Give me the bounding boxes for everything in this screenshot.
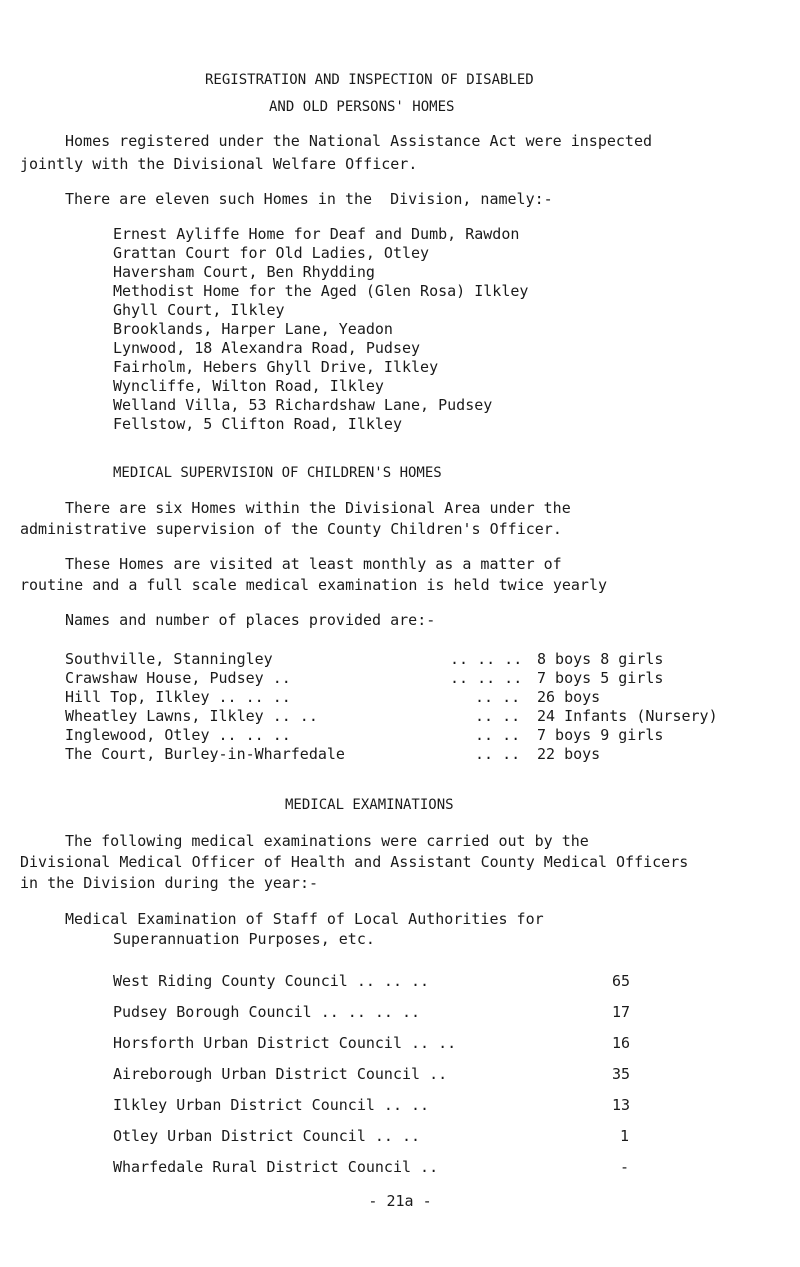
list-item: Wyncliffe, Wilton Road, Ilkley	[113, 377, 384, 395]
authority-count: 35	[612, 1065, 631, 1083]
home-places: 26 boys	[537, 688, 601, 706]
authority-name: Otley Urban District Council .. ..	[113, 1127, 421, 1145]
list-item: Lynwood, 18 Alexandra Road, Pudsey	[113, 339, 421, 357]
home-places: 7 boys 5 girls	[537, 669, 664, 687]
section2-heading: MEDICAL SUPERVISION OF CHILDREN'S HOMES	[113, 465, 442, 481]
authority-count: -	[620, 1158, 630, 1176]
section3-paragraph-line2: Divisional Medical Officer of Health and Assistant County Medical Officers	[20, 853, 689, 871]
home-name: Hill Top, Ilkley .. .. ..	[65, 688, 291, 706]
home-leader-dots: .. ..	[475, 726, 521, 744]
home-leader-dots: .. .. ..	[450, 669, 523, 687]
section1-heading-line1: REGISTRATION AND INSPECTION OF DISABLED	[205, 72, 534, 88]
authority-count: 17	[612, 1003, 631, 1021]
section2-paragraph1-line2: administrative supervision of the County Children's Officer.	[20, 520, 562, 538]
section2-paragraph2-line1: These Homes are visited at least monthly as a matter of	[65, 555, 562, 573]
authority-count: 16	[612, 1034, 631, 1052]
list-item: Ghyll Court, Ilkley	[113, 301, 285, 319]
authority-name: Wharfedale Rural District Council ..	[113, 1158, 439, 1176]
home-places: 7 boys 9 girls	[537, 726, 664, 744]
list-item: Fairholm, Hebers Ghyll Drive, Ilkley	[113, 358, 439, 376]
section3-subheading-line2: Superannuation Purposes, etc.	[113, 930, 375, 948]
list-item: Brooklands, Harper Lane, Yeadon	[113, 320, 393, 338]
home-leader-dots: .. ..	[475, 688, 521, 706]
list-item: Grattan Court for Old Ladies, Otley	[113, 244, 430, 262]
home-leader-dots: .. ..	[475, 745, 521, 763]
home-leader-dots: .. .. ..	[450, 650, 523, 668]
section3-heading: MEDICAL EXAMINATIONS	[285, 797, 454, 813]
home-leader-dots: .. ..	[475, 707, 521, 725]
list-item: Welland Villa, 53 Richardshaw Lane, Pudsey	[113, 396, 493, 414]
home-places: 24 Infants (Nursery)	[537, 707, 718, 725]
section1-paragraph-line1: Homes registered under the National Assistance Act were inspected	[65, 132, 652, 150]
section3-subheading-line1: Medical Examination of Staff of Local Authorities for	[65, 910, 544, 928]
authority-name: Horsforth Urban District Council .. ..	[113, 1034, 457, 1052]
list-item: Fellstow, 5 Clifton Road, Ilkley	[113, 415, 402, 433]
authority-count: 13	[612, 1096, 631, 1114]
list-item: Haversham Court, Ben Rhydding	[113, 263, 375, 281]
home-places: 8 boys 8 girls	[537, 650, 664, 668]
authority-count: 65	[612, 972, 631, 990]
authority-name: West Riding County Council .. .. ..	[113, 972, 430, 990]
page-number: - 21a -	[368, 1192, 432, 1210]
authority-name: Pudsey Borough Council .. .. .. ..	[113, 1003, 421, 1021]
home-name: The Court, Burley-in-Wharfedale	[65, 745, 345, 763]
home-name: Inglewood, Otley .. .. ..	[65, 726, 291, 744]
section3-paragraph-line1: The following medical examinations were carried out by the	[65, 832, 589, 850]
section1-heading-line2: AND OLD PERSONS' HOMES	[269, 99, 455, 115]
home-name: Southville, Stanningley	[65, 650, 273, 668]
section1-paragraph-line2: jointly with the Divisional Welfare Officer.	[20, 155, 418, 173]
section2-paragraph2-line2: routine and a full scale medical examination is held twice yearly	[20, 576, 607, 594]
authority-count: 1	[620, 1127, 630, 1145]
list-item: Ernest Ayliffe Home for Deaf and Dumb, Rawdon	[113, 225, 520, 243]
list-item: Methodist Home for the Aged (Glen Rosa) Ilkley	[113, 282, 529, 300]
section2-paragraph1-line1: There are six Homes within the Divisional Area under the	[65, 499, 571, 517]
section3-paragraph-line3: in the Division during the year:-	[20, 874, 319, 892]
authority-name: Ilkley Urban District Council .. ..	[113, 1096, 430, 1114]
authority-name: Aireborough Urban District Council ..	[113, 1065, 448, 1083]
section1-intro: There are eleven such Homes in the Division, namely:-	[65, 190, 553, 208]
home-name: Wheatley Lawns, Ilkley .. ..	[65, 707, 318, 725]
section2-intro: Names and number of places provided are:-	[65, 611, 436, 629]
home-name: Crawshaw House, Pudsey ..	[65, 669, 291, 687]
home-places: 22 boys	[537, 745, 601, 763]
